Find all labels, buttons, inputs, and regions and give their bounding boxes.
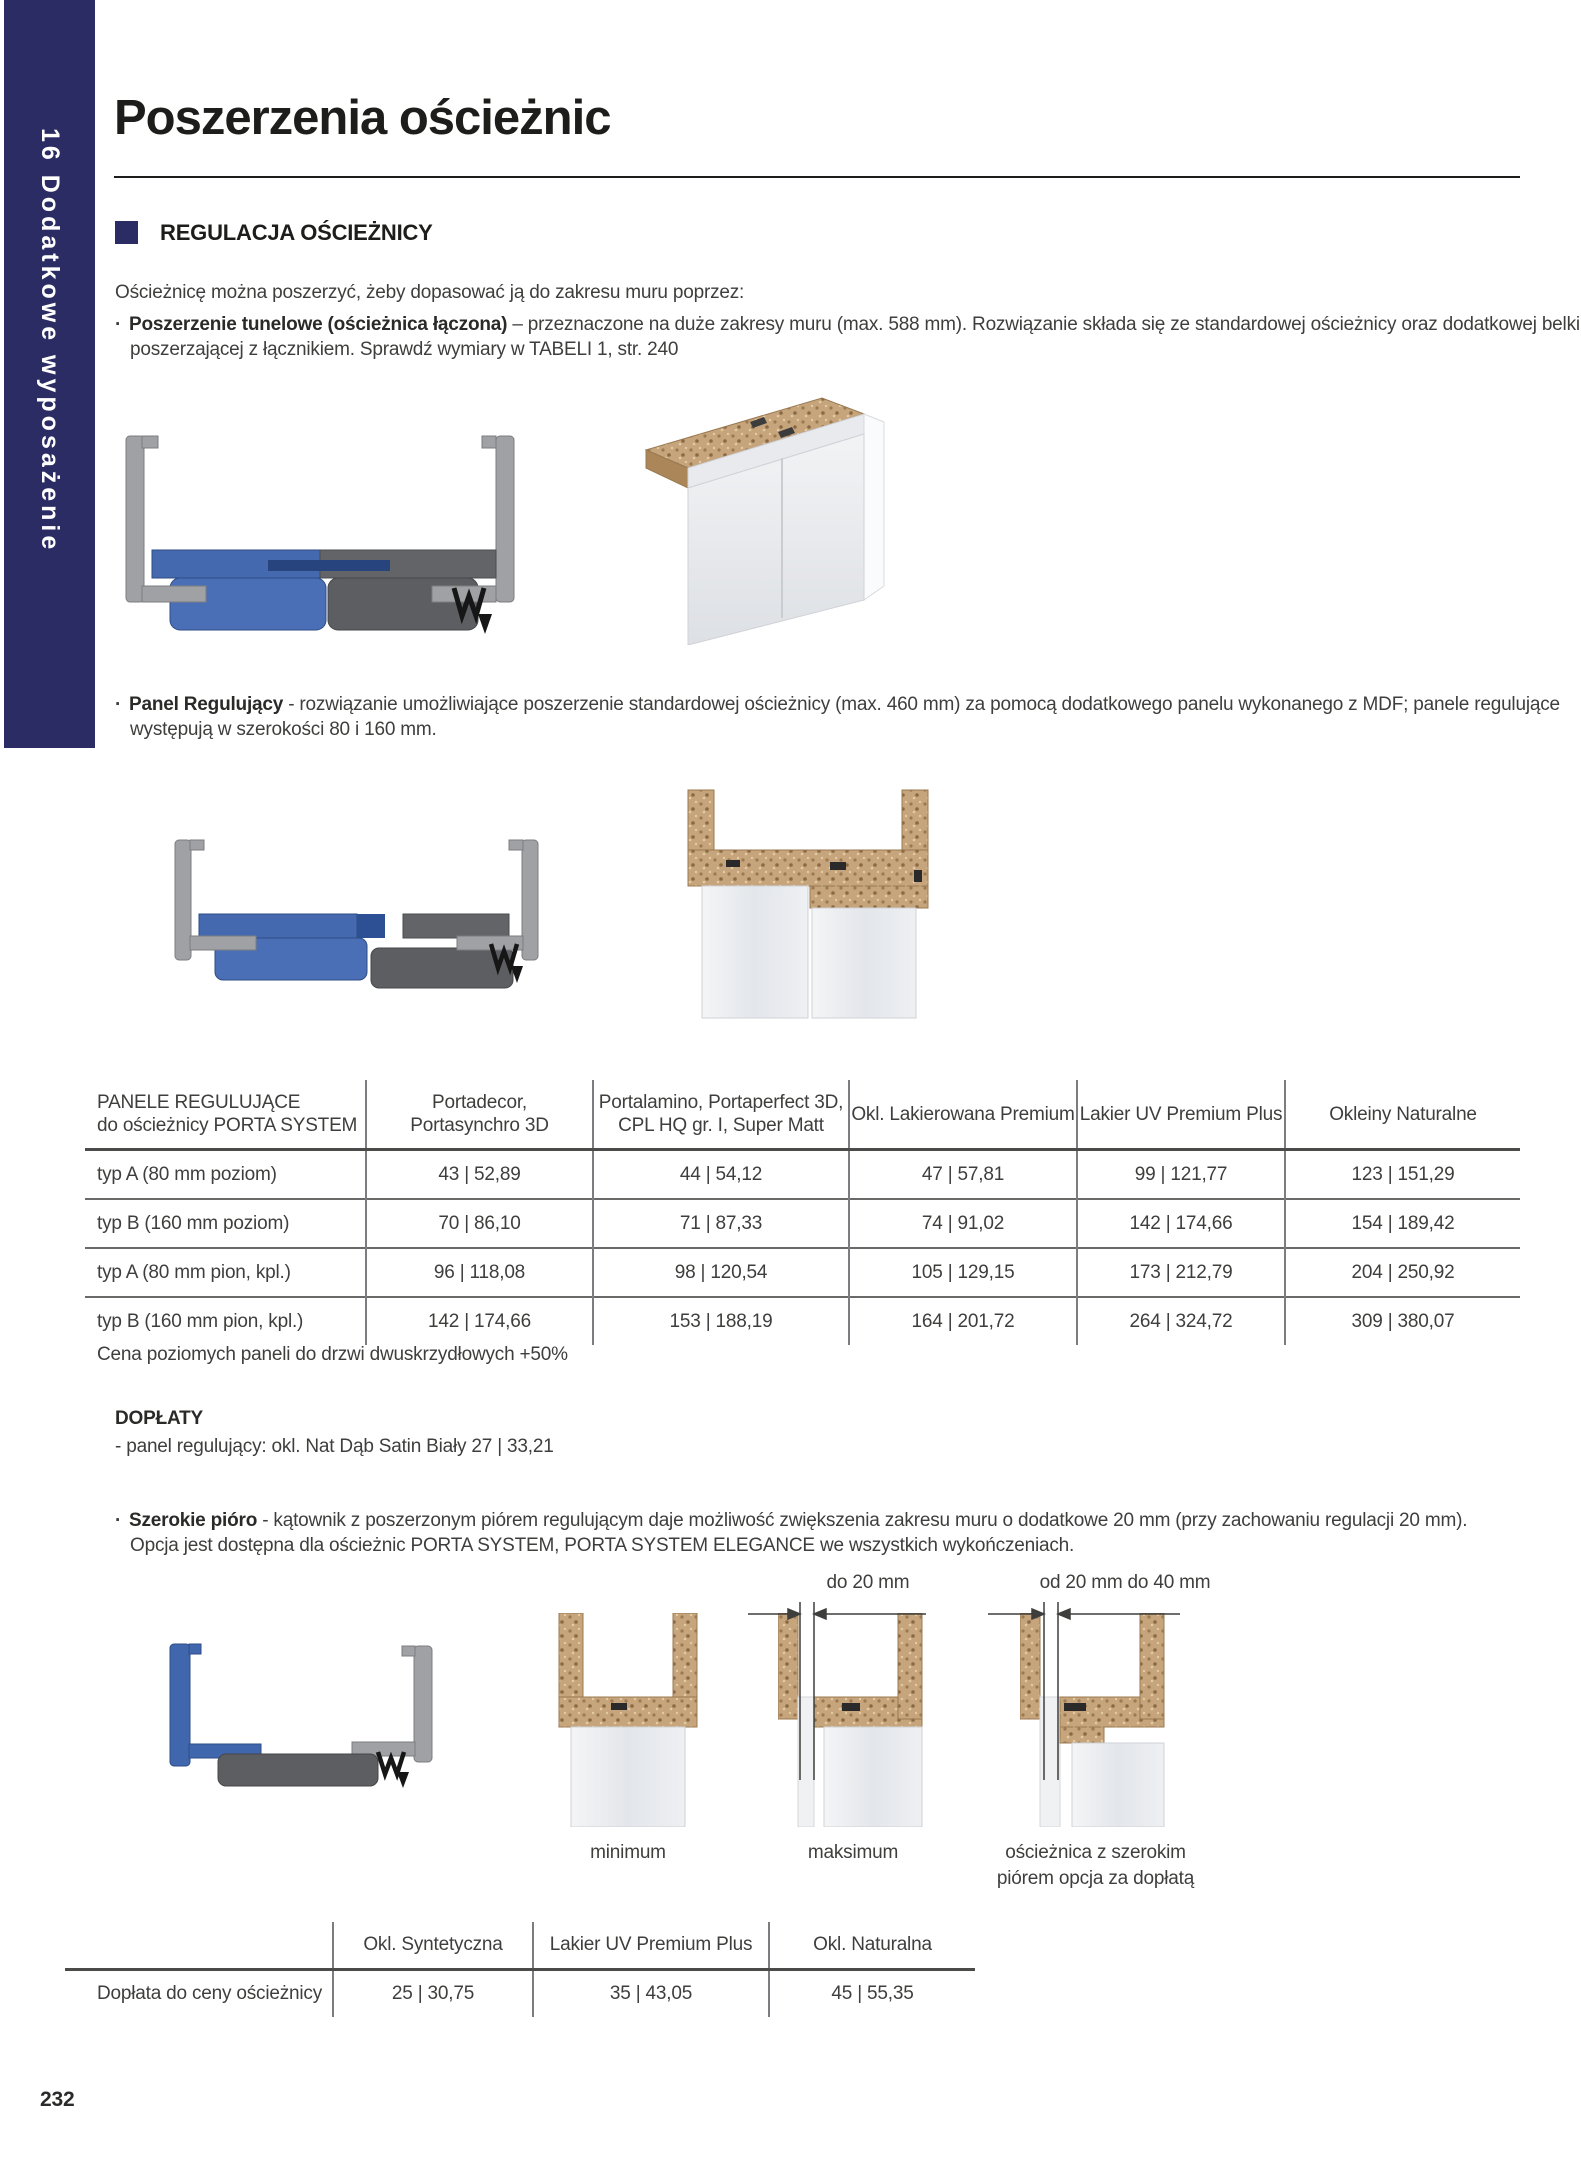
frame-profile-blue xyxy=(170,1644,261,1766)
row-label: typ B (160 mm pion, kpl.) xyxy=(85,1297,366,1345)
bullet-feather-text-line2: Opcja jest dostępna dla ościeżnic PORTA SYSTEM, PORTA SYSTEM ELEGANCE we wszystkich wykończeniach. xyxy=(130,1535,1075,1556)
price-cell: 123 | 151,29 xyxy=(1285,1150,1520,1200)
surcharges-heading: DOPŁATY xyxy=(115,1408,203,1429)
table-row xyxy=(85,1297,1520,1345)
panel-frame-front-render xyxy=(670,786,946,1021)
wide-feather-cross-section-diagram xyxy=(162,1638,448,1793)
col-header-portalamino: Portalamino, Portaperfect 3D, CPL HQ gr. I, Super Matt xyxy=(593,1080,849,1150)
section-marker-square xyxy=(115,221,138,244)
table-row xyxy=(85,1248,1520,1297)
price-cell: 173 | 212,79 xyxy=(1077,1248,1285,1297)
bullet-adjusting-panel xyxy=(115,692,1560,742)
col-header-lakier-uv: Lakier UV Premium Plus xyxy=(533,1922,769,1970)
dimension-label-small: do 20 mm xyxy=(826,1572,910,1593)
price-cell: 105 | 129,15 xyxy=(849,1248,1077,1297)
price-cell: 47 | 57,81 xyxy=(849,1150,1077,1200)
col-header-okl-syntetyczna: Okl. Syntetyczna xyxy=(333,1922,533,1970)
col-header-okleiny-naturalne: Okleiny Naturalne xyxy=(1285,1080,1520,1150)
seal-profile-icon xyxy=(378,1752,409,1788)
price-cell: 153 | 188,19 xyxy=(593,1297,849,1345)
price-cell: 142 | 174,66 xyxy=(1077,1199,1285,1248)
bullet-tunnel-extension xyxy=(115,312,1580,362)
price-cell: 74 | 91,02 xyxy=(849,1199,1077,1248)
table-row xyxy=(65,1970,975,2018)
price-cell: 154 | 189,42 xyxy=(1285,1199,1520,1248)
row-label: Dopłata do ceny ościeżnicy xyxy=(97,1983,323,2004)
price-cell: 25 | 30,75 xyxy=(333,1970,533,2018)
row-label: typ A (80 mm poziom) xyxy=(97,1163,277,1185)
table-header-row xyxy=(65,1922,975,1970)
caption-maksimum: maksimum xyxy=(807,1842,899,1863)
page-number: 232 xyxy=(40,2088,75,2111)
price-cell: 70 | 86,10 xyxy=(366,1199,593,1248)
col-header-portadecor: Portadecor, Portasynchro 3D xyxy=(366,1080,593,1150)
bullet-wide-feather xyxy=(115,1508,1467,1558)
render-minimum xyxy=(553,1613,703,1827)
bullet-tunnel-text: – przeznaczone na duże zakresy muru (max. 588 mm). Rozwiązanie składa się ze standardowej ościeżnicy oraz dodatkowej belki xyxy=(507,314,1580,335)
corner-cell xyxy=(65,1922,333,1970)
bullet-panel-bold: Panel Regulujący xyxy=(129,694,284,715)
frame-profile-gray xyxy=(352,1646,432,1762)
bullet-dot: · xyxy=(115,314,122,335)
col-header-okl-lakierowana: Okl. Lakierowana Premium xyxy=(849,1080,1077,1150)
bullet-tunnel-text-line2: poszerzającej z łącznikiem. Sprawdź wymiary w TABELI 1, str. 240 xyxy=(130,339,679,360)
panel-frame-cross-section-diagram xyxy=(171,836,542,993)
dimension-label-large: od 20 mm do 40 mm xyxy=(1039,1572,1211,1593)
price-cell: 264 | 324,72 xyxy=(1077,1297,1285,1345)
bullet-dot: · xyxy=(115,1510,122,1531)
bullet-tunnel-bold: Poszerzenie tunelowe (ościeżnica łączona) xyxy=(129,314,508,335)
title-divider xyxy=(114,176,1520,178)
table-header-row xyxy=(85,1080,1520,1150)
chapter-sidebar xyxy=(4,0,95,748)
table-row xyxy=(85,1150,1520,1200)
price-cell: 35 | 43,05 xyxy=(533,1970,769,2018)
table-footnote: Cena poziomych paneli do drzwi dwuskrzydłowych +50% xyxy=(97,1344,568,1365)
price-cell: 43 | 52,89 xyxy=(366,1150,593,1200)
price-cell: 204 | 250,92 xyxy=(1285,1248,1520,1297)
bullet-feather-text: - kątownik z poszerzonym piórem regulującym daje możliwość zwiększenia zakresu muru o dodatkowe 20 mm (przy zachowaniu regulacji 20 mm). xyxy=(257,1510,1468,1531)
panel-beams xyxy=(199,914,513,988)
table-row xyxy=(85,1199,1520,1248)
joined-frame-3d-render xyxy=(632,390,894,645)
price-cell: 44 | 54,12 xyxy=(593,1150,849,1200)
caption-minimum: minimum xyxy=(590,1842,666,1863)
price-cell: 309 | 380,07 xyxy=(1285,1297,1520,1345)
bullet-feather-bold: Szerokie pióro xyxy=(129,1510,258,1531)
surcharges-item: - panel regulujący: okl. Nat Dąb Satin Biały 27 | 33,21 xyxy=(115,1436,554,1457)
col-header-lakier-uv: Lakier UV Premium Plus xyxy=(1077,1080,1285,1150)
price-cell: 164 | 201,72 xyxy=(849,1297,1077,1345)
section-intro: Ościeżnicę można poszerzyć, żeby dopasować ją do zakresu muru poprzez: xyxy=(115,282,745,303)
adjusting-panels-price-table xyxy=(85,1080,1520,1345)
metal-fitting-mark xyxy=(611,1703,627,1710)
frame-surcharge-table xyxy=(65,1922,975,2017)
bottom-beam-dark xyxy=(218,1754,378,1786)
bullet-panel-text: - rozwiązanie umożliwiające poszerzenie standardowej ościeżnicy (max. 460 mm) za pomocą dodatkowego panelu wykonanego z MDF; panele regulujące xyxy=(283,694,1560,715)
price-cell: 45 | 55,35 xyxy=(769,1970,975,2018)
price-cell: 99 | 121,77 xyxy=(1077,1150,1285,1200)
caption-wide-feather: ościeżnica z szerokim piórem opcja za dopłatą xyxy=(996,1842,1195,1889)
col-header-okl-naturalna: Okl. Naturalna xyxy=(769,1922,975,1970)
dimension-arrows xyxy=(740,1594,1220,1794)
page-title: Poszerzenia ościeżnic xyxy=(114,91,611,145)
joined-frame-cross-section-diagram xyxy=(118,428,538,660)
price-cell: 96 | 118,08 xyxy=(366,1248,593,1297)
chapter-label: 16 Dodatkowe wyposażenie xyxy=(36,128,64,554)
price-cell: 142 | 174,66 xyxy=(366,1297,593,1345)
col-header-panels: PANELE REGULUJĄCE do ościeżnicy PORTA SYSTEM xyxy=(85,1080,366,1150)
bullet-dot: · xyxy=(115,694,122,715)
bullet-panel-text-line2: występują w szerokości 80 i 160 mm. xyxy=(130,719,437,740)
section-heading: REGULACJA OŚCIEŻNICY xyxy=(160,220,433,245)
price-cell: 71 | 87,33 xyxy=(593,1199,849,1248)
price-cell: 98 | 120,54 xyxy=(593,1248,849,1297)
row-label: typ A (80 mm pion, kpl.) xyxy=(85,1248,366,1297)
row-label: typ B (160 mm poziom) xyxy=(85,1199,366,1248)
